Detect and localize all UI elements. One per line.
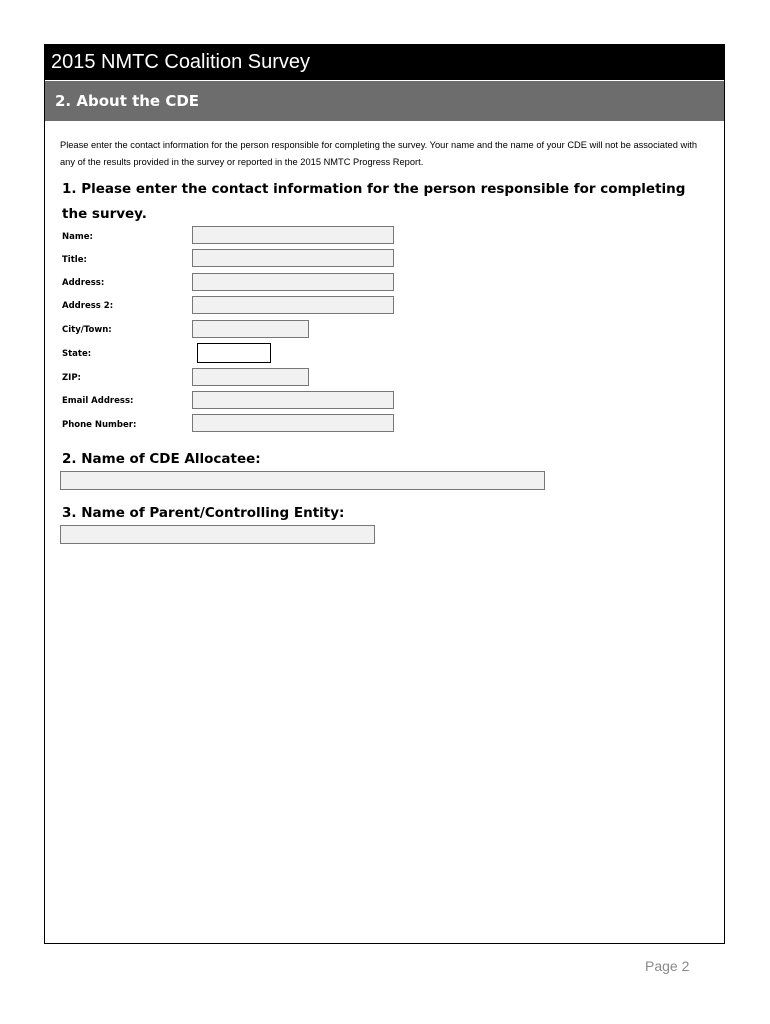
- intro-text: Please enter the contact information for the person responsible for completing the survey. Your name and the name of your CDE will not be associated with any of the results provided in the survey or reported in the 2015 NMTC Progress Report.: [60, 140, 698, 167]
- section-title: 2. About the CDE: [45, 81, 724, 121]
- parent-entity-field[interactable]: [60, 525, 375, 544]
- title-label: Title:: [62, 255, 87, 265]
- question-1-title: 1. Please enter the contact information for the person responsible for completing the survey.: [62, 181, 686, 222]
- zip-field[interactable]: [192, 368, 309, 386]
- address-2-label: Address 2:: [62, 301, 114, 311]
- address-label: Address:: [62, 278, 105, 288]
- cde-allocatee-field[interactable]: [60, 471, 545, 490]
- survey-title: 2015 NMTC Coalition Survey: [45, 45, 724, 80]
- state-label: State:: [62, 349, 92, 359]
- question-2-title: 2. Name of CDE Allocatee:: [62, 451, 261, 467]
- name-field[interactable]: [192, 226, 394, 244]
- question-3-title: 3. Name of Parent/Controlling Entity:: [62, 505, 345, 521]
- state-field[interactable]: [197, 343, 271, 363]
- survey-page-frame: [44, 44, 725, 944]
- name-label: Name:: [62, 232, 93, 242]
- email-label: Email Address:: [62, 396, 134, 406]
- city-town-label: City/Town:: [62, 325, 112, 335]
- phone-field[interactable]: [192, 414, 394, 432]
- address-2-field[interactable]: [192, 296, 394, 314]
- title-field[interactable]: [192, 249, 394, 267]
- zip-label: ZIP:: [62, 373, 81, 383]
- city-town-field[interactable]: [192, 320, 309, 338]
- email-field[interactable]: [192, 391, 394, 409]
- address-field[interactable]: [192, 273, 394, 291]
- phone-label: Phone Number:: [62, 420, 137, 430]
- page-number: Page 2: [645, 958, 690, 974]
